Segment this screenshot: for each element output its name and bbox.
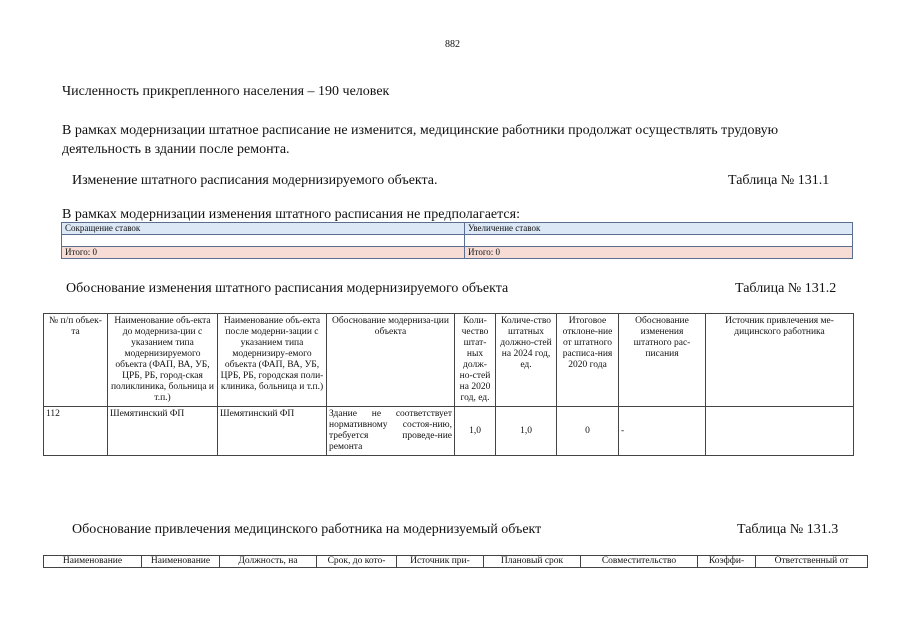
- col-header-term: Срок, до кото-: [317, 556, 397, 568]
- col-header-number: № п/п объек-та: [44, 314, 108, 407]
- col-header-change-reason: Обоснование изменения штатного рас-писания: [619, 314, 706, 407]
- table-131-2-caption: Обоснование изменения штатного расписания модернизируемого объекта: [66, 281, 509, 296]
- cell-positions-2024: 1,0: [496, 407, 557, 456]
- col-header-attraction-source: Источник при-: [397, 556, 484, 568]
- col-header-name-2: Наименование: [142, 556, 220, 568]
- justification-table: [43, 313, 854, 456]
- staffing-change-table: [61, 222, 853, 259]
- increase-header: Увеличение ставок: [465, 223, 853, 235]
- page-number: 882: [445, 39, 460, 50]
- reduction-header: Сокращение ставок: [62, 223, 465, 235]
- table-131-1-number: Таблица № 131.1: [728, 173, 830, 188]
- table-131-3-number: Таблица № 131.3: [737, 522, 839, 537]
- table-131-1-note: В рамках модернизации изменения штатного расписания не предполагается:: [62, 207, 520, 222]
- col-header-coefficient: Коэффи-: [698, 556, 756, 568]
- population-line: Численность прикрепленного населения – 190 человек: [62, 84, 390, 99]
- modernization-paragraph: В рамках модернизации штатное расписание не изменится, медицинские работники продолжат осуществлять трудовую деятельность в здании после ремонта.: [62, 123, 779, 157]
- table-131-2-number: Таблица № 131.2: [735, 281, 837, 296]
- cell-positions-2020: 1,0: [455, 407, 496, 456]
- col-header-positions-2024: Количе-ство штатных должно-стей на 2024 год, ед.: [496, 314, 557, 407]
- col-header-justification: Обоснование модерниза-ции объекта: [327, 314, 455, 407]
- worker-attraction-header-row: [44, 556, 868, 568]
- worker-attraction-table: [43, 555, 868, 568]
- col-header-name: Наименование: [44, 556, 142, 568]
- cell-number: 112: [44, 407, 108, 456]
- table-131-3-caption: Обоснование привлечения медицинского работника на модернизуемый объект: [72, 522, 542, 537]
- table-row: [44, 407, 854, 456]
- col-header-deviation: Итоговое отклоне-ние от штатного расписа-ния 2020 года: [557, 314, 619, 407]
- col-header-positions-2020: Коли-чество штат-ных долж-но-стей на 2020 год, ед.: [455, 314, 496, 407]
- col-header-name-after: Наименование объ-екта после модерни-зации с указанием типа модернизиру-емого объекта (ФАП, ВА, УБ, ЦРБ, РБ, городская поли-клиника, больница и т.п.): [218, 314, 327, 407]
- cell-change-reason: -: [619, 407, 706, 456]
- reduction-total: Итого: 0: [62, 247, 465, 259]
- col-header-position: Должность, на: [220, 556, 317, 568]
- table-131-1-caption: Изменение штатного расписания модернизируемого объекта.: [72, 173, 438, 188]
- increase-total: Итого: 0: [465, 247, 853, 259]
- increase-empty-cell: [465, 235, 853, 247]
- cell-deviation: 0: [557, 407, 619, 456]
- reduction-empty-cell: [62, 235, 465, 247]
- cell-justification: Здание не соответствует нормативному состоя-нию, требуется проведе-ние ремонта: [327, 407, 455, 456]
- cell-name-before: Шемятинский ФП: [108, 407, 218, 456]
- col-header-planned-date: Плановый срок: [484, 556, 581, 568]
- col-header-part-time: Совместительство: [581, 556, 698, 568]
- col-header-responsible: Ответственный от: [756, 556, 868, 568]
- cell-name-after: Шемятинский ФП: [218, 407, 327, 456]
- col-header-name-before: Наименование объ-екта до модерниза-ции с указанием типа модернизируемого объекта (ФАП, ВА, УБ, ЦРБ, РБ, город-ская поликлиника, больница и т.п.): [108, 314, 218, 407]
- cell-source: [706, 407, 854, 456]
- justification-header-row: [44, 314, 854, 407]
- col-header-source: Источник привлечения ме-дицинского работника: [706, 314, 854, 407]
